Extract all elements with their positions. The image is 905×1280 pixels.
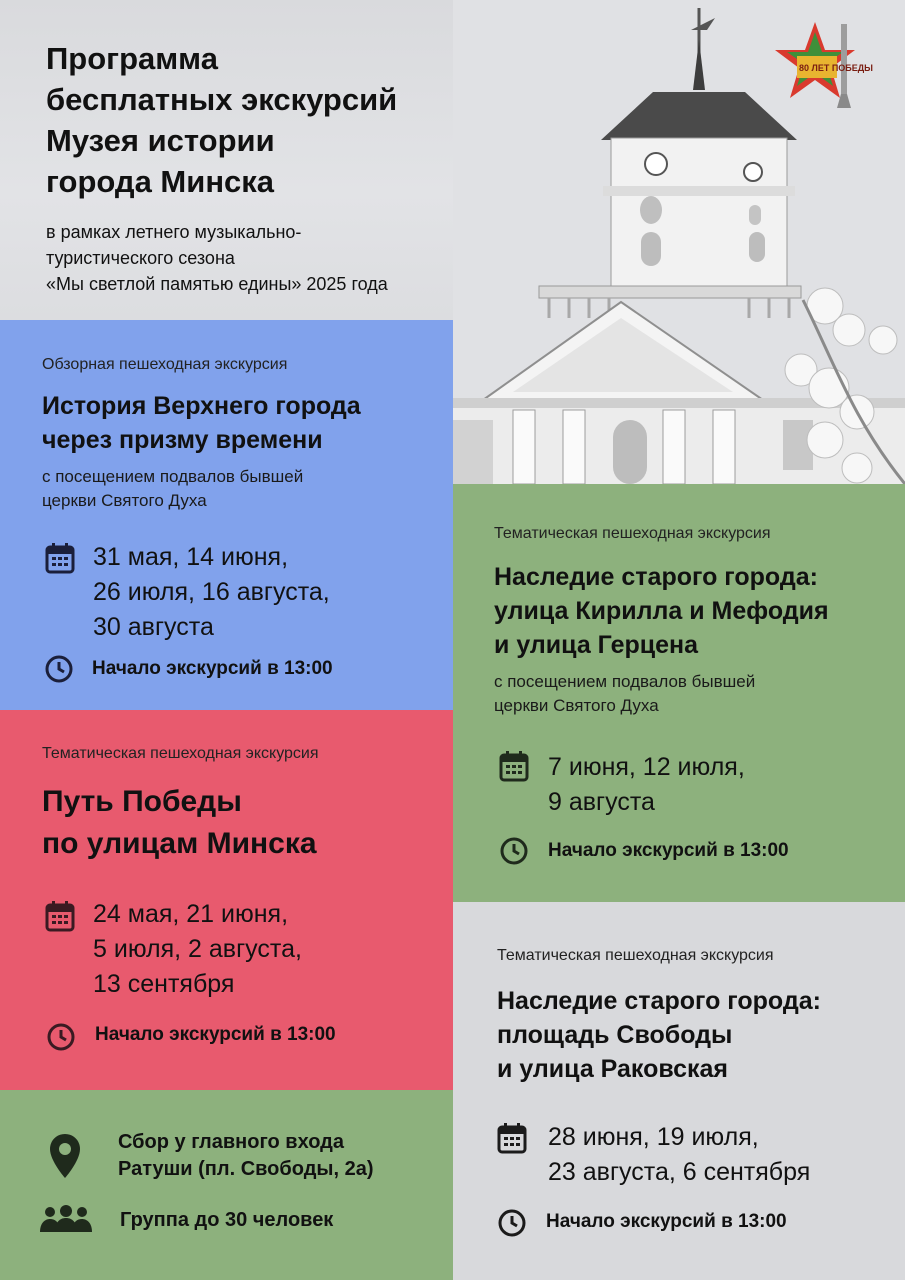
clock-icon <box>46 1022 76 1052</box>
map-pin-icon <box>48 1132 82 1180</box>
calendar-icon <box>45 542 75 574</box>
tour-dates: 24 мая, 21 июня, 5 июля, 2 августа, 13 сентября <box>93 900 302 998</box>
tour-name: История Верхнего города через призму времени <box>42 392 361 454</box>
tour-dates: 7 июня, 12 июля, 9 августа <box>548 753 745 816</box>
victory-80-logo <box>775 18 880 113</box>
group-icon <box>38 1204 94 1234</box>
logo-text: 80 ЛЕТ ПОБЕДЫ <box>799 63 873 73</box>
tour-start-time: Начало экскурсий в 13:00 <box>95 1024 336 1045</box>
page-subtitle: в рамках летнего музыкально- туристического сезона «Мы светлой памятью едины» 2025 года <box>46 222 388 294</box>
meeting-info-panel <box>0 1090 453 1280</box>
calendar-icon <box>497 1122 527 1154</box>
clock-icon <box>497 1208 527 1238</box>
tour-kind: Тематическая пешеходная экскурсия <box>494 525 771 542</box>
tour-start-time: Начало экскурсий в 13:00 <box>92 658 333 679</box>
group-size: Группа до 30 человек <box>120 1209 334 1231</box>
calendar-icon <box>45 900 75 932</box>
tour-name: Путь Победы по улицам Минска <box>42 785 317 860</box>
tour-name: Наследие старого города: площадь Свободы и улица Раковская <box>497 987 821 1083</box>
tour-name: Наследие старого города: улица Кирилла и Мефодия и улица Герцена <box>494 563 829 659</box>
clock-icon <box>44 654 74 684</box>
tour-panel-kirill-methodius <box>453 484 905 902</box>
meeting-place: Сбор у главного входа Ратуши (пл. Свободы, 2а) <box>118 1131 374 1180</box>
tour-kind: Тематическая пешеходная экскурсия <box>42 745 319 762</box>
page-title: Программа бесплатных экскурсий Музея истории города Минска <box>46 41 398 199</box>
tour-panel-upper-town <box>0 320 453 710</box>
clock-icon <box>499 836 529 866</box>
tour-dates: 28 июня, 19 июля, 23 августа, 6 сентября <box>548 1123 811 1186</box>
tour-note: с посещением подвалов бывшей церкви Святого Духа <box>494 672 756 715</box>
tour-panel-victory-path <box>0 710 453 1090</box>
tour-start-time: Начало экскурсий в 13:00 <box>548 840 789 861</box>
tour-dates: 31 мая, 14 июня, 26 июля, 16 августа, 30 августа <box>93 543 330 641</box>
tour-kind: Тематическая пешеходная экскурсия <box>497 947 774 964</box>
tour-start-time: Начало экскурсий в 13:00 <box>546 1211 787 1232</box>
tour-kind: Обзорная пешеходная экскурсия <box>42 356 288 373</box>
tour-panel-freedom-square <box>453 902 905 1280</box>
tour-note: с посещением подвалов бывшей церкви Святого Духа <box>42 467 304 510</box>
calendar-icon <box>499 750 529 782</box>
